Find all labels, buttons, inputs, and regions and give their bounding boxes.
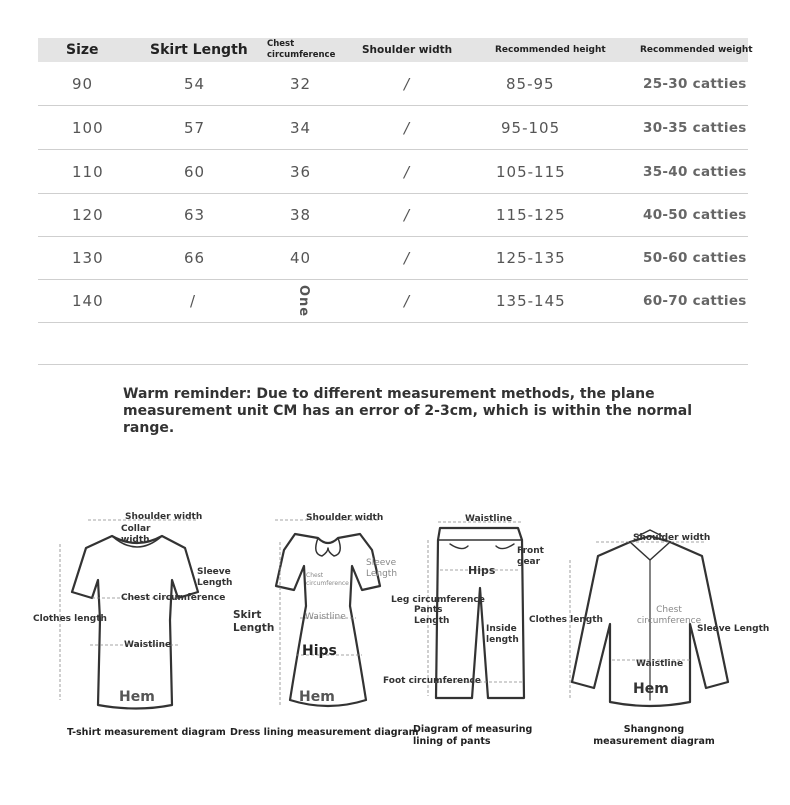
cell-shoulder: / — [404, 119, 411, 137]
cell-weight: 60-70 catties — [643, 293, 747, 309]
cell-height: 115-125 — [496, 206, 566, 224]
cell-chest: 40 — [290, 249, 312, 267]
cell-skirt: 54 — [184, 75, 206, 93]
shirt-chest-label: Chest circumference — [636, 605, 702, 626]
table-row — [38, 194, 748, 237]
cell-chest: 32 — [290, 75, 312, 93]
cell-shoulder: / — [404, 75, 411, 93]
header-skirt-length: Skirt Length — [150, 42, 248, 58]
shirt-clothes-label: Clothes length — [529, 615, 603, 625]
cell-height: 125-135 — [496, 249, 566, 267]
pants-length-label: Pants Length — [414, 605, 450, 626]
tshirt-caption: T-shirt measurement diagram — [67, 727, 226, 738]
cell-weight: 50-60 catties — [643, 250, 747, 266]
dress-waist-label: Waistline — [305, 612, 346, 622]
cell-weight: 25-30 catties — [643, 76, 747, 92]
dress-hem-label: Hem — [299, 689, 335, 705]
tshirt-collar-label: Collar width — [121, 524, 151, 545]
cell-weight: 30-35 catties — [643, 120, 747, 136]
shirt-hem-label: Hem — [633, 681, 669, 697]
dress-shoulder-label: Shoulder width — [306, 513, 384, 523]
table-row — [38, 237, 748, 280]
shirt-shoulder-label: Shoulder width — [633, 533, 711, 543]
pants-front-gear-label: Front gear — [517, 546, 544, 567]
cell-chest: 34 — [290, 119, 312, 137]
pants-hips-label: Hips — [468, 564, 496, 577]
tshirt-waist-label: Waistline — [124, 640, 172, 650]
cell-skirt: 60 — [184, 163, 206, 181]
dress-hips-label: Hips — [302, 643, 337, 659]
pants-leg-label: Leg circumference — [391, 595, 485, 605]
cell-size: 140 — [72, 292, 104, 310]
header-shoulder: Shoulder width — [362, 44, 453, 56]
header-size: Size — [66, 42, 99, 58]
cell-shoulder: / — [404, 163, 411, 181]
cell-chest: 38 — [290, 206, 312, 224]
tshirt-clothes-label: Clothes length — [33, 614, 107, 624]
cell-skirt: / — [190, 292, 197, 310]
header-chest: Chest circumference — [267, 39, 336, 60]
shirt-caption: Shangnong measurement diagram — [593, 724, 715, 747]
warm-reminder: Warm reminder: Due to different measurement methods, the plane measurement unit CM has an error of 2-3cm, which is within the normal range. — [123, 386, 693, 436]
pants-foot-label: Foot circumference — [383, 676, 481, 686]
cell-size: 110 — [72, 163, 104, 181]
table-row — [38, 151, 748, 194]
cell-skirt: 57 — [184, 119, 206, 137]
table-row — [38, 63, 748, 106]
tshirt-chest-label: Chest circumference — [121, 593, 226, 603]
cell-weight: 40-50 catties — [643, 207, 747, 223]
table-row — [38, 280, 748, 323]
table-row-empty — [38, 323, 748, 365]
shirt-sleeve-label: Sleeve Length — [697, 624, 770, 634]
header-weight: Recommended weight — [640, 45, 753, 55]
table-row — [38, 107, 748, 150]
cell-size: 100 — [72, 119, 104, 137]
tshirt-shoulder-label: Shoulder width — [125, 512, 203, 522]
cell-height: 105-115 — [496, 163, 566, 181]
dress-skirt-label: Skirt Length — [233, 609, 275, 634]
cell-height: 85-95 — [506, 75, 555, 93]
cell-skirt: 63 — [184, 206, 206, 224]
pants-inside-label: Inside length — [486, 624, 519, 645]
cell-shoulder: / — [404, 292, 411, 310]
cell-chest: One — [296, 284, 312, 318]
dress-chest-label: Chest circumference — [306, 572, 349, 587]
pants-caption: Diagram of measuring lining of pants — [413, 724, 533, 747]
tshirt-hem-label: Hem — [119, 689, 155, 705]
cell-size: 120 — [72, 206, 104, 224]
cell-size: 130 — [72, 249, 104, 267]
pants-waist-label: Waistline — [465, 514, 513, 524]
cell-shoulder: / — [404, 249, 411, 267]
tshirt-sleeve-label: Sleeve Length — [197, 567, 233, 588]
cell-shoulder: / — [404, 206, 411, 224]
header-height: Recommended height — [495, 45, 606, 55]
cell-skirt: 66 — [184, 249, 206, 267]
cell-height: 95-105 — [501, 119, 561, 137]
cell-weight: 35-40 catties — [643, 164, 747, 180]
cell-height: 135-145 — [496, 292, 566, 310]
dress-caption: Dress lining measurement diagram — [230, 727, 419, 738]
cell-size: 90 — [72, 75, 94, 93]
cell-chest: 36 — [290, 163, 312, 181]
shirt-waist-label: Waistline — [636, 659, 684, 669]
dress-sleeve-label: Sleeve Length — [366, 558, 398, 579]
measurement-diagrams — [0, 500, 790, 760]
